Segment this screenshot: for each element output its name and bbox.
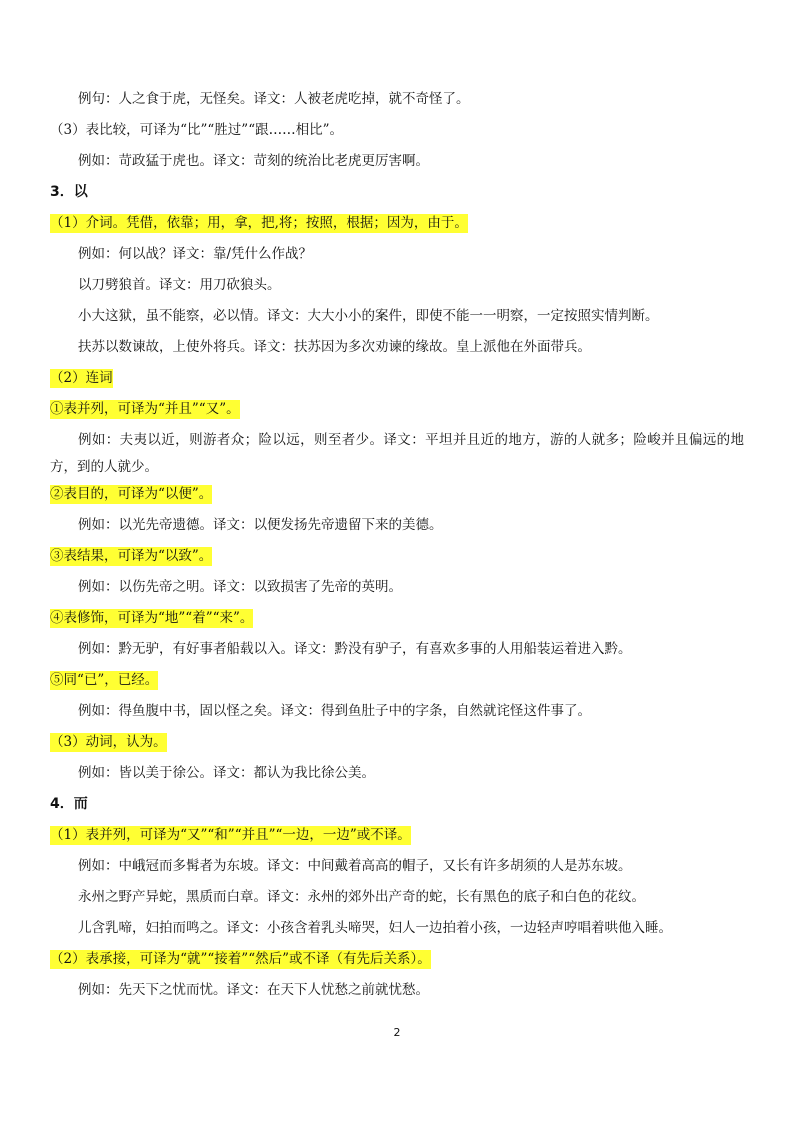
example-line: 儿含乳啼，妇拍而鸣之。译文：小孩含着乳头啼哭，妇人一边拍着小孩，一边轻声哼唱着哄他入睡。 xyxy=(78,920,672,936)
example-line: 例如：黔无驴，有好事者船载以入。译文：黔没有驴子，有喜欢多事的人用船装运着进入黔。 xyxy=(78,641,632,657)
usage-item-highlighted xyxy=(50,213,468,233)
example-line: 例如：以伤先帝之明。译文：以致损害了先帝的英明。 xyxy=(78,579,402,595)
highlight: ④表修饰，可译为“地”“着”“来”。 xyxy=(50,610,254,626)
highlight: （2）表承接，可译为“就”“接着”“然后”或不译（有先后关系）。 xyxy=(50,951,431,967)
usage-item-highlighted xyxy=(50,949,431,969)
example-paragraph: 例如：夫夷以近，则游者众；险以远，则至者少。译文：平坦并且近的地方，游的人就多；险峻并且偏远的地方，到的人就少。 xyxy=(50,432,744,475)
usage-item-highlighted xyxy=(50,484,212,504)
usage-item-highlighted xyxy=(50,732,167,752)
highlight: ②表目的，可译为“以便”。 xyxy=(50,486,213,502)
highlight: （1）表并列，可译为“又”“和”“并且”“一边，一边”或不译。 xyxy=(50,827,411,843)
highlight: （2）连词 xyxy=(50,370,113,386)
page-number: 2 xyxy=(393,1026,401,1039)
example-line: 例如：皆以美于徐公。译文：都认为我比徐公美。 xyxy=(78,765,375,781)
example-line: 例如：中峨冠而多髯者为东坡。译文：中间戴着高高的帽子，又长有许多胡须的人是苏东坡。 xyxy=(78,858,632,874)
usage-item-highlighted xyxy=(50,368,113,388)
example-line: 例如：先天下之忧而忧。译文：在天下人忧愁之前就忧愁。 xyxy=(78,982,429,998)
example-line: 小大这狱，虽不能察，必以情。译文：大大小小的案件，即使不能一一明察，一定按照实情判断。 xyxy=(78,308,659,324)
section-heading-er: 4．而 xyxy=(50,796,88,812)
example-line: 例如：何以战？译文：靠/凭什么作战？ xyxy=(78,246,313,262)
usage-item-highlighted xyxy=(50,825,411,845)
example-line: 以刀劈狼首。译文：用刀砍狼头。 xyxy=(78,277,281,293)
usage-item: （3）表比较，可译为“比”“胜过”“跟……相比”。 xyxy=(50,122,343,138)
example-line: 例如：以光先帝遗德。译文：以便发扬先帝遗留下来的美德。 xyxy=(78,517,443,533)
usage-item-highlighted xyxy=(50,399,240,419)
example-line: 例句：人之食于虎，无怪矣。译文：人被老虎吃掉，就不奇怪了。 xyxy=(78,91,470,107)
highlight: （3）动词，认为。 xyxy=(50,734,167,750)
example-line: 例如：得鱼腹中书，固以怪之矣。译文：得到鱼肚子中的字条，自然就诧怪这件事了。 xyxy=(78,703,591,719)
highlight: （1）介词。凭借，依靠；用，拿，把,将；按照，根据；因为，由于。 xyxy=(50,215,468,231)
section-heading-yi: 3．以 xyxy=(50,184,88,200)
usage-item-highlighted xyxy=(50,608,253,628)
example-line: 永州之野产异蛇，黑质而白章。译文：永州的郊外出产奇的蛇，长有黑色的底子和白色的花纹。 xyxy=(78,889,645,905)
highlight: ⑤同“已”，已经。 xyxy=(50,672,159,688)
example-line: 例如：苛政猛于虎也。译文：苛刻的统治比老虎更厉害啊。 xyxy=(78,153,429,169)
usage-item-highlighted xyxy=(50,546,212,566)
example-line: 扶苏以数谏故，上使外将兵。译文：扶苏因为多次劝谏的缘故。皇上派他在外面带兵。 xyxy=(78,339,591,355)
highlight: ③表结果，可译为“以致”。 xyxy=(50,548,213,564)
highlight: ①表并列，可译为“并且”“又”。 xyxy=(50,401,240,417)
usage-item-highlighted xyxy=(50,670,158,690)
